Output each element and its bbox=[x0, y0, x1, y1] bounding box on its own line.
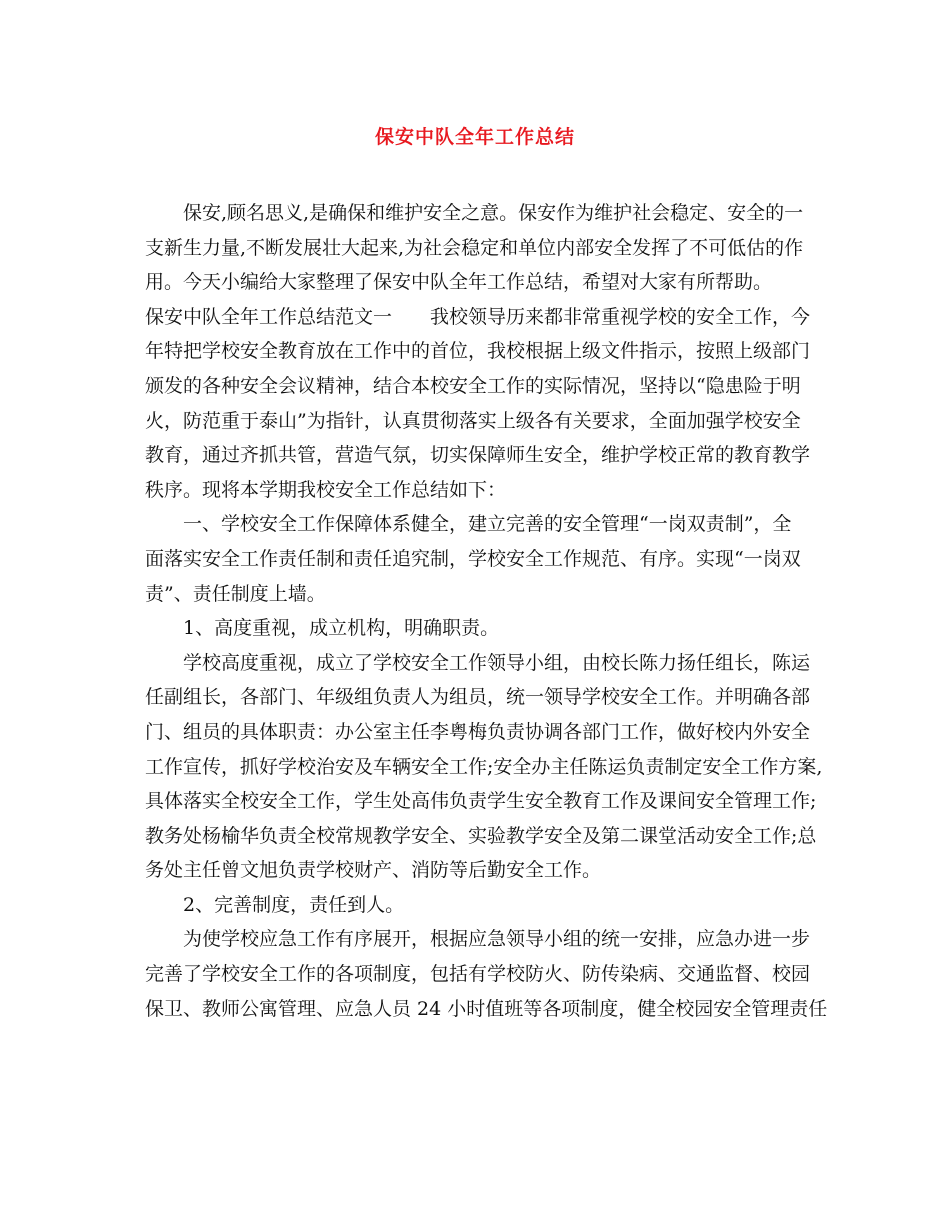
body-text-line: 面落实安全工作责任制和责任追究制，学校安全工作规范、有序。实现“一岗双 bbox=[145, 547, 801, 570]
body-text-line: 任副组长，各部门、年级组负责人为组员，统一领导学校安全工作。并明确各部 bbox=[145, 686, 811, 709]
body-text-line: 教务处杨榆华负责全校常规教学安全、实验教学安全及第二课堂活动安全工作;总 bbox=[145, 824, 817, 847]
body-text-line: 工作宣传，抓好学校治安及车辆安全工作;安全办主任陈运负责制定安全工作方案, bbox=[145, 755, 823, 778]
body-text-line: 一、学校安全工作保障体系健全，建立完善的安全管理“一岗双责制”，全 bbox=[183, 513, 792, 536]
body-text-line: 保卫、教师公寓管理、应急人员 24 小时值班等各项制度，健全校园安全管理责任 bbox=[145, 997, 828, 1020]
body-text-line: 保安,顾名思义,是确保和维护安全之意。保安作为维护社会稳定、安全的一 bbox=[183, 202, 804, 224]
document-title: 保安中队全年工作总结 bbox=[374, 126, 575, 148]
body-text-line: 务处主任曾文旭负责学校财产、消防等后勤安全工作。 bbox=[145, 859, 602, 882]
body-text-line: 教育，通过齐抓共管，营造气氛，切实保障师生安全，维护学校正常的教育教学 bbox=[145, 444, 811, 467]
body-text-line: 秩序。现将本学期我校安全工作总结如下： bbox=[145, 478, 507, 501]
body-text-line: 学校高度重视，成立了学校安全工作领导小组，由校长陈力扬任组长，陈运 bbox=[183, 651, 811, 674]
body-text-line: 颁发的各种安全会议精神，结合本校安全工作的实际情况，坚持以“隐患险于明 bbox=[145, 374, 801, 397]
body-text-line: 用。今天小编给大家整理了保安中队全年工作总结，希望对大家有所帮助。 bbox=[145, 271, 773, 294]
body-text-line: 为使学校应急工作有序展开，根据应急领导小组的统一安排，应急办进一步 bbox=[183, 928, 811, 951]
body-text-line: 完善了学校安全工作的各项制度，包括有学校防火、防传染病、交通监督、校园 bbox=[145, 963, 811, 986]
document-body bbox=[145, 196, 828, 1026]
body-text-line: 1、高度重视，成立机构，明确职责。 bbox=[183, 617, 500, 640]
body-text-line: 2、完善制度，责任到人。 bbox=[183, 893, 405, 916]
body-text-line: 支新生力量,不断发展壮大起来,为社会稳定和单位内部安全发挥了不可低估的作 bbox=[145, 236, 804, 259]
body-text-line: 责”、责任制度上墙。 bbox=[145, 582, 326, 605]
body-text-line: 门、组员的具体职责：办公室主任李粤梅负责协调各部门工作，做好校内外安全 bbox=[145, 720, 811, 743]
body-text-line: 火，防范重于泰山”为指针，认真贯彻落实上级各有关要求，全面加强学校安全 bbox=[145, 409, 801, 432]
body-text-line: 年特把学校安全教育放在工作中的首位，我校根据上级文件指示，按照上级部门 bbox=[145, 340, 811, 363]
body-text-line: 具体落实全校安全工作，学生处高伟负责学生安全教育工作及课间安全管理工作; bbox=[145, 790, 817, 813]
body-text-line: 保安中队全年工作总结范文一 我校领导历来都非常重视学校的安全工作，今 bbox=[145, 305, 811, 328]
